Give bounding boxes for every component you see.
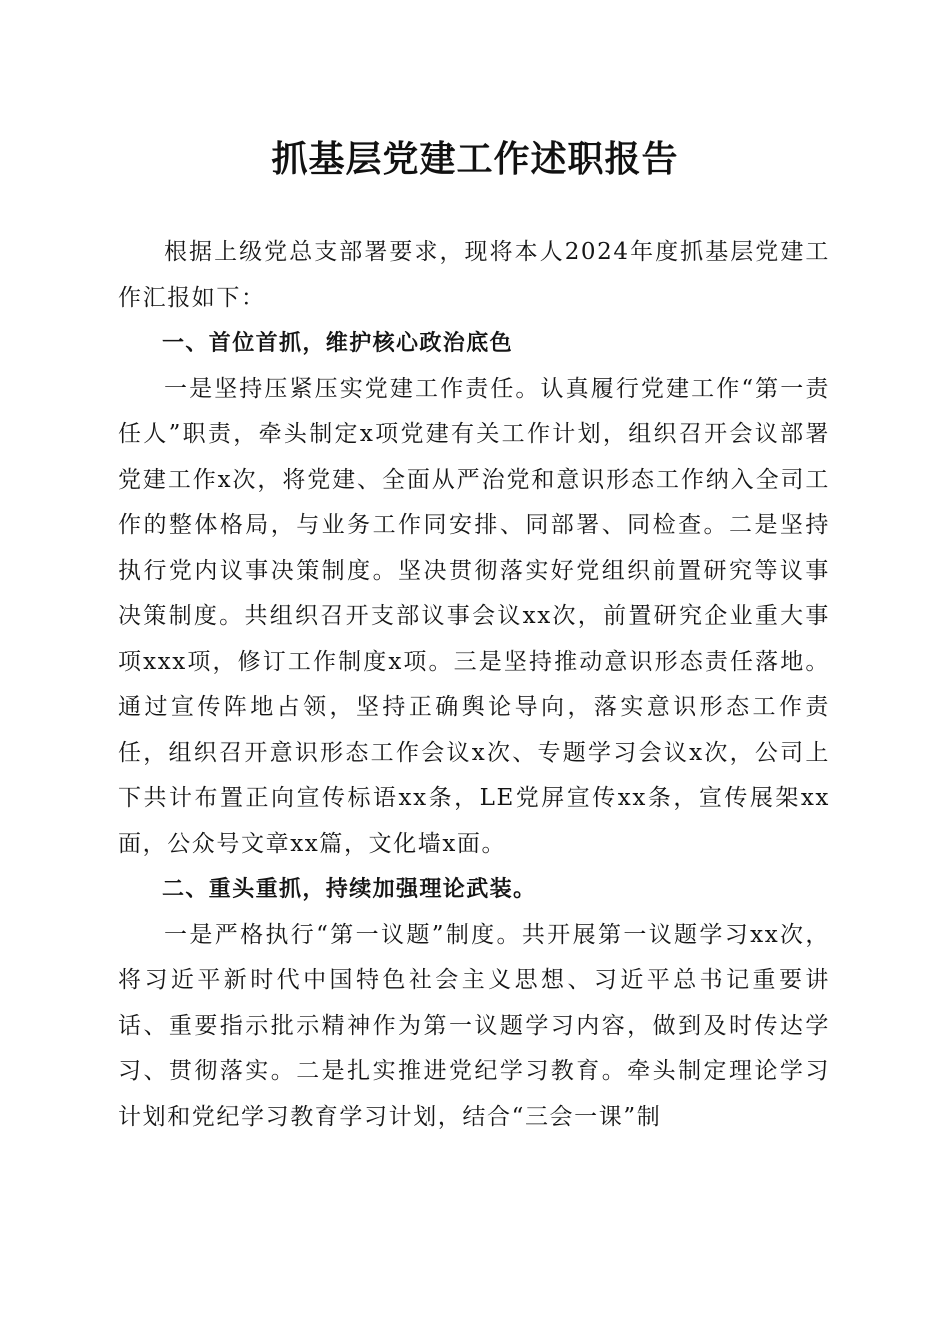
document-title: 抓基层党建工作述职报告 <box>271 138 679 180</box>
section-1-heading: 一、首位首抓，维护核心政治底色 <box>162 331 514 356</box>
document-body <box>118 230 830 1140</box>
section-1-paragraph: 一是坚持压紧压实党建工作责任。认真履行党建工作“第一责任人”职责，牵头制定x项党建有关工作计划，组织召开会议部署党建工作x次，将党建、全面从严治党和意识形态工作纳入全司工作的整体格局，与业务工作同安排、同部署、同检查。二是坚持执行党内议事决策制度。坚决贯彻落实好党组织前置研究等议事决策制度。共组织召开支部议事会议xx次，前置研究企业重大事项xxx项，修订工作制度x项。三是坚持推动意识形态责任落地。通过宣传阵地占领，坚持正确舆论导向，落实意识形态工作责任，组织召开意识形态工作会议x次、专题学习会议x次，公司上下共计布置正向宣传标语xx条，LE党屏宣传xx条，宣传展架xx面，公众号文章xx篇，文化墙x面。 <box>118 375 830 857</box>
intro-paragraph: 根据上级党总支部署要求，现将本人2024年度抓基层党建工作汇报如下： <box>118 239 830 311</box>
section-2-paragraph: 一是严格执行“第一议题”制度。共开展第一议题学习xx次，将习近平新时代中国特色社会主义思想、习近平总书记重要讲话、重要指示批示精神作为第一议题学习内容，做到及时传达学习、贯彻落实。二是扎实推进党纪学习教育。牵头制定理论学习计划和党纪学习教育学习计划，结合“三会一课”制 <box>118 921 830 1130</box>
section-2-heading: 二、重头重抓，持续加强理论武装。 <box>162 877 537 902</box>
